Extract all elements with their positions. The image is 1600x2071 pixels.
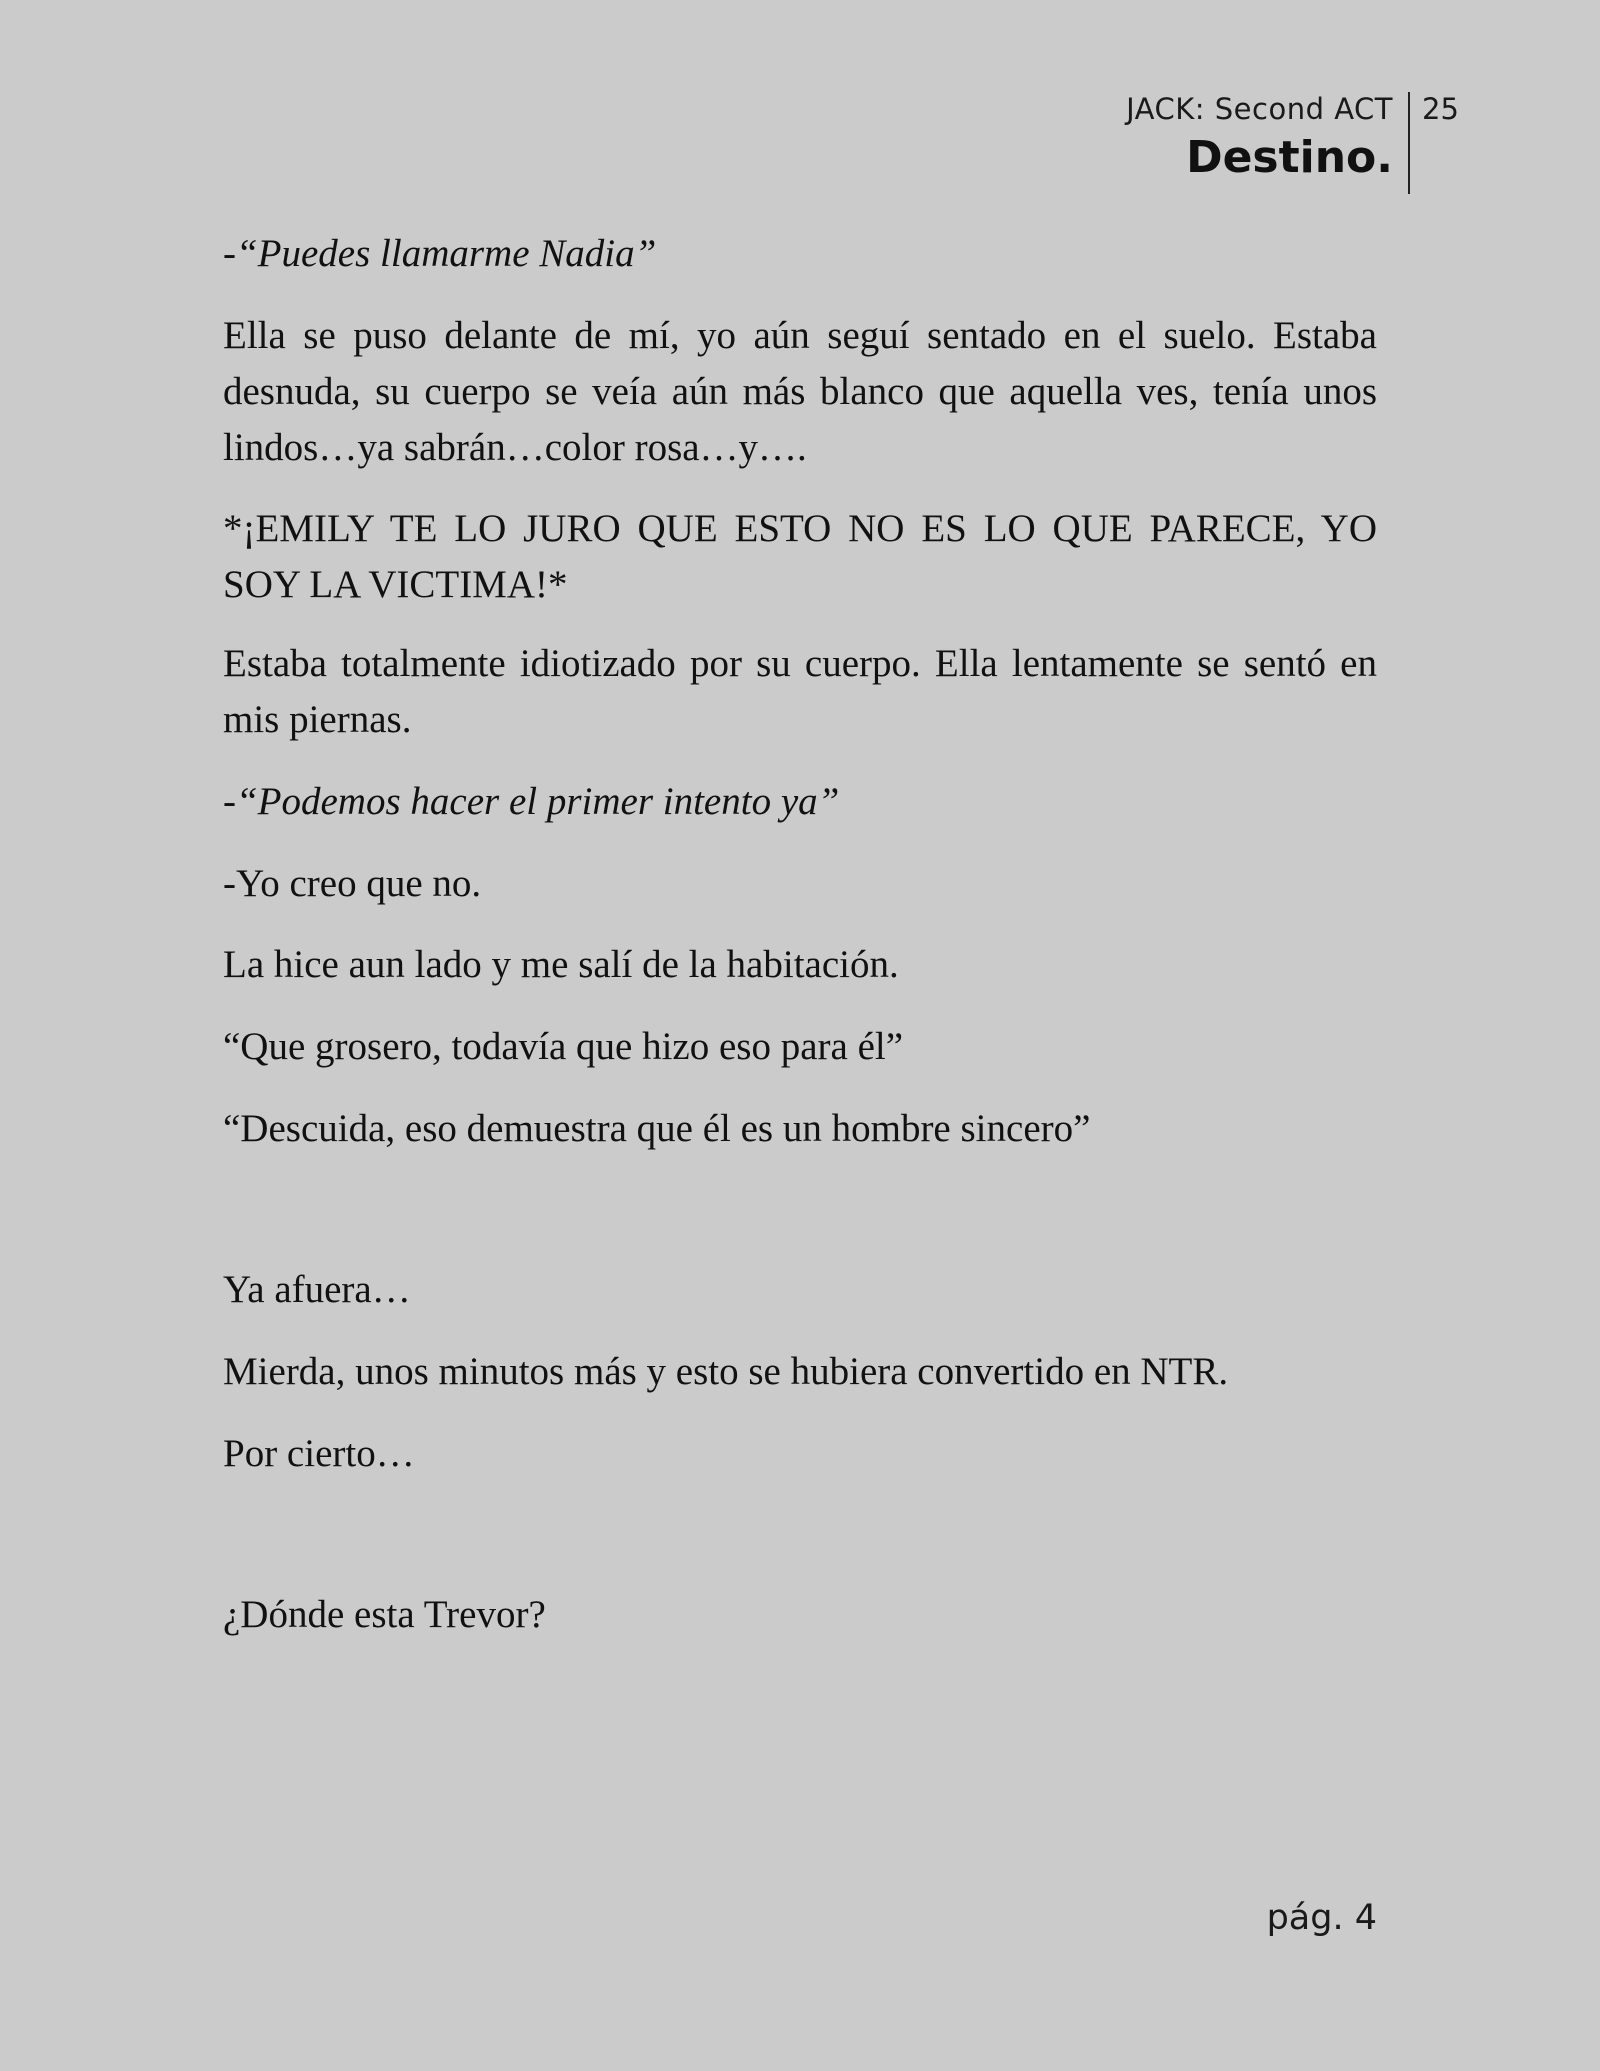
chapter-title: Destino. (1186, 132, 1393, 183)
paragraph-quote-2: “Descuida, eso demuestra que él es un hombre sincero” (223, 1107, 1091, 1150)
paragraph-quote-1: “Que grosero, todavía que hizo eso para él” (223, 1025, 904, 1068)
header-page-number: 25 (1422, 92, 1459, 126)
series-title: JACK: Second ACT (1126, 92, 1393, 126)
paragraph-reply: -Yo creo que no. (223, 862, 482, 905)
header-divider (1408, 92, 1410, 194)
paragraph-narration-4: Mierda, unos minutos más y esto se hubiera convertido en NTR. (223, 1350, 1229, 1393)
paragraph-narration-3: La hice aun lado y me salí de la habitación. (223, 943, 899, 986)
paragraph-dialogue-attempt: -“Podemos hacer el primer intento ya” (223, 780, 840, 823)
paragraph-outside: Ya afuera… (223, 1268, 411, 1311)
paragraph-dialogue-nadia: -“Puedes llamarme Nadia” (223, 232, 657, 275)
paragraph-narration-1: Ella se puso delante de mí, yo aún seguí sentado en el suelo. Estaba desnuda, su cuerpo se veía aún más blanco que aquella ves, tenía unos lindos…ya sabrán…color rosa…y…. (223, 314, 1377, 469)
paragraph-inner-thought: *¡EMILY TE LO JURO QUE ESTO NO ES LO QUE PARECE, YO SOY LA VICTIMA!* (223, 507, 1377, 606)
paragraph-by-the-way: Por cierto… (223, 1432, 415, 1475)
paragraph-question: ¿Dónde esta Trevor? (223, 1593, 546, 1636)
footer-page-label: pág. 4 (1266, 1898, 1377, 1938)
paragraph-narration-2: Estaba totalmente idiotizado por su cuerpo. Ella lentamente se sentó en mis piernas. (223, 642, 1377, 741)
